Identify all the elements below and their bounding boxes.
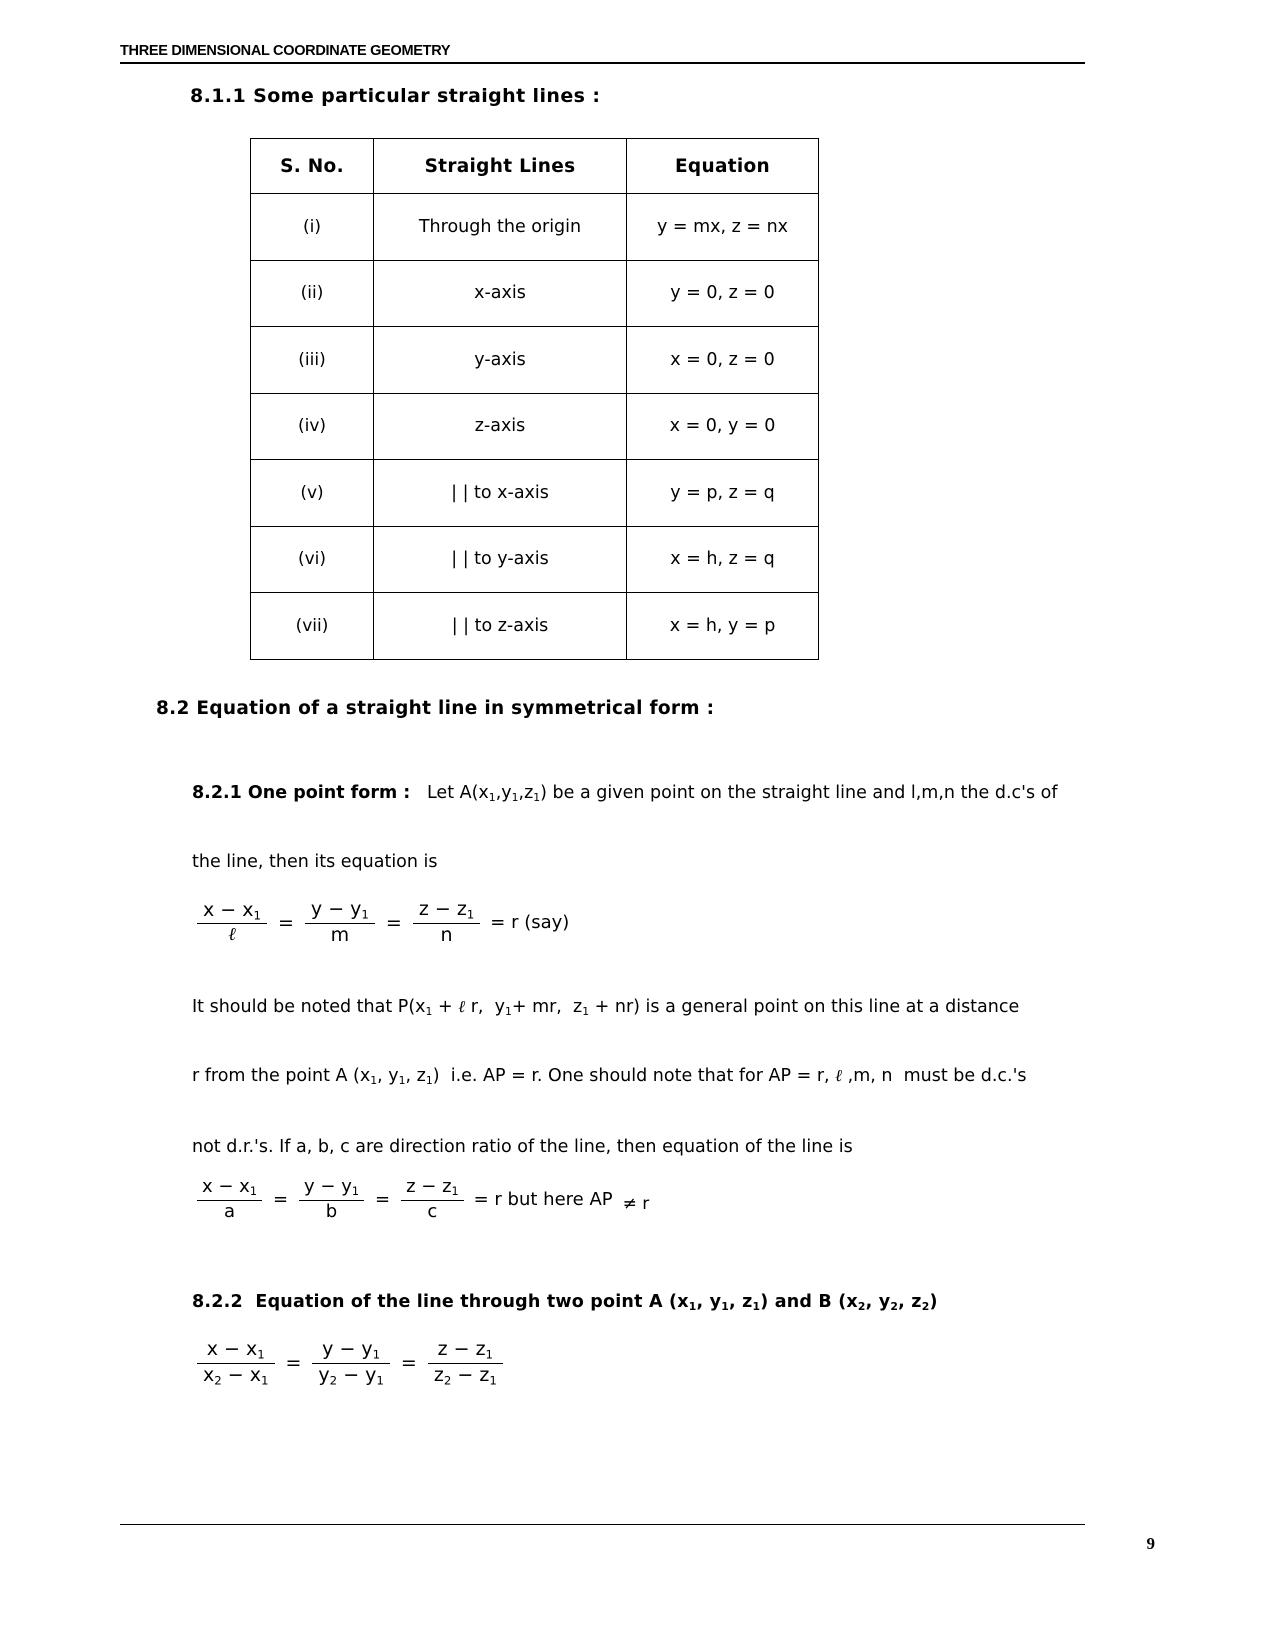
cell-straight-line: Through the origin bbox=[374, 194, 627, 261]
cell-sno: (vii) bbox=[251, 593, 374, 660]
paragraph-distance-condition: r from the point A ($x_1$, $y_1$, $z_1$) i.e. AP = r. One should note that for AP = r, ℓ ,m, n must be d.c.'s bbox=[192, 1066, 1027, 1088]
fraction-numerator: $z - z_1$ bbox=[406, 1176, 459, 1199]
fraction-numerator: $x - x_1$ bbox=[202, 1176, 257, 1199]
table-row bbox=[251, 260, 819, 327]
cell-straight-line: x-axis bbox=[374, 260, 627, 327]
ell-symbol: ℓ bbox=[458, 997, 466, 1016]
fraction-numerator: $y - y_1$ bbox=[304, 1176, 359, 1199]
fraction-numerator: $z - z_1$ bbox=[437, 1338, 494, 1362]
cell-straight-line: | | to z-axis bbox=[374, 593, 627, 660]
fraction-y bbox=[312, 1340, 390, 1386]
equals-sign: = bbox=[385, 911, 402, 934]
cell-straight-line: z-axis bbox=[374, 393, 627, 460]
fraction-numerator: $x - x_1$ bbox=[203, 898, 261, 922]
cell-sno: (v) bbox=[251, 460, 374, 527]
cell-sno: (iii) bbox=[251, 327, 374, 394]
cell-sno: (vi) bbox=[251, 526, 374, 593]
table-row bbox=[251, 327, 819, 394]
table-row bbox=[251, 393, 819, 460]
straight-lines-table bbox=[250, 138, 819, 660]
paragraph-direction-ratio: not d.r.'s. If a, b, c are direction ratio of the line, then equation of the line is bbox=[192, 1137, 853, 1157]
cell-sno: (ii) bbox=[251, 260, 374, 327]
fraction-denominator: $z_2 - z_1$ bbox=[428, 1363, 503, 1387]
section-heading-8-2-2: 8.2.2 Equation of the line through two point A ($x_1$, $y_1$, $z_1$) and B ($x_2$, $y_2$, $z_2$) bbox=[192, 1292, 938, 1314]
cell-straight-line: | | to x-axis bbox=[374, 460, 627, 527]
cell-straight-line: y-axis bbox=[374, 327, 627, 394]
fraction-z bbox=[428, 1340, 503, 1386]
running-header-title: THREE DIMENSIONAL COORDINATE GEOMETRY bbox=[120, 43, 451, 59]
fraction-y bbox=[305, 900, 375, 946]
fraction-denominator: $x_2 - x_1$ bbox=[197, 1363, 275, 1387]
not-equal-expression: ≠ r bbox=[622, 1193, 650, 1214]
cell-equation: x = h, y = p bbox=[627, 593, 819, 660]
fraction-denominator: n bbox=[413, 923, 480, 946]
column-header-sno: S. No. bbox=[251, 139, 374, 194]
fraction-x bbox=[197, 1178, 262, 1222]
cell-equation: x = 0, z = 0 bbox=[627, 327, 819, 394]
fraction-numerator: $y - y_1$ bbox=[310, 898, 369, 922]
running-header bbox=[120, 44, 1085, 64]
cell-equation: x = 0, y = 0 bbox=[627, 393, 819, 460]
equals-sign: = bbox=[272, 1189, 289, 1211]
fraction-denominator: m bbox=[305, 923, 375, 946]
equation-tail: = r but here AP bbox=[473, 1189, 613, 1211]
equals-sign: = bbox=[375, 1189, 391, 1211]
paragraph-8-2-1-text: Let $A(x_1,y_1,z_1)$ be a given point on the straight line and l,m,n the d.c's of bbox=[415, 783, 1058, 805]
equation-tail: = r (say) bbox=[490, 912, 570, 934]
fraction-x bbox=[197, 898, 267, 946]
table-header-row bbox=[251, 139, 819, 194]
section-label-8-2-1: 8.2.1 One point form : bbox=[192, 783, 411, 803]
paragraph-8-2-1-line-1 bbox=[192, 783, 1058, 805]
header-divider bbox=[120, 62, 1085, 64]
paragraph-general-point: It should be noted that $P(x_1$ + ℓ r, $y_1+$ mr, $z_1 + nr$) is a general point on this line at a distance bbox=[192, 997, 1020, 1019]
equation-symmetrical-dc bbox=[193, 900, 569, 946]
cell-sno: (i) bbox=[251, 194, 374, 261]
fraction-numerator: $x - x_1$ bbox=[206, 1338, 265, 1362]
page-number: 9 bbox=[1146, 1534, 1155, 1553]
fraction-z bbox=[413, 900, 480, 946]
section-heading-8-2: 8.2 Equation of a straight line in symmetrical form : bbox=[156, 698, 715, 719]
equals-sign: = bbox=[400, 1352, 417, 1375]
fraction-denominator: $y_2 - y_1$ bbox=[312, 1363, 390, 1387]
equals-sign: = bbox=[278, 911, 294, 934]
table-row bbox=[251, 593, 819, 660]
cell-equation: y = mx, z = nx bbox=[627, 194, 819, 261]
column-header-straight-lines: Straight Lines bbox=[374, 139, 627, 194]
fraction-numerator: $z - z_1$ bbox=[418, 898, 475, 922]
straight-lines-table-wrapper bbox=[250, 138, 818, 660]
fraction-z bbox=[401, 1178, 464, 1222]
footer-divider bbox=[120, 1524, 1085, 1525]
table-row bbox=[251, 194, 819, 261]
column-header-equation: Equation bbox=[627, 139, 819, 194]
fraction-denominator: b bbox=[299, 1200, 364, 1222]
fraction-numerator: $y - y_1$ bbox=[322, 1338, 381, 1362]
equation-two-point-form bbox=[193, 1340, 507, 1386]
cell-sno: (iv) bbox=[251, 393, 374, 460]
fraction-denominator: c bbox=[401, 1200, 464, 1222]
fraction-y bbox=[299, 1178, 364, 1222]
fraction-denominator: a bbox=[197, 1200, 262, 1222]
fraction-denominator: ℓ bbox=[197, 923, 267, 945]
section-heading-8-1-1: 8.1.1 Some particular straight lines : bbox=[190, 85, 601, 107]
cell-equation: y = 0, z = 0 bbox=[627, 260, 819, 327]
table-row bbox=[251, 526, 819, 593]
equals-sign: = bbox=[285, 1352, 302, 1375]
cell-equation: x = h, z = q bbox=[627, 526, 819, 593]
table-row bbox=[251, 460, 819, 527]
fraction-x bbox=[197, 1340, 275, 1386]
paragraph-line-2: the line, then its equation is bbox=[192, 852, 438, 872]
equation-direction-ratio bbox=[193, 1178, 649, 1222]
cell-equation: y = p, z = q bbox=[627, 460, 819, 527]
cell-straight-line: | | to y-axis bbox=[374, 526, 627, 593]
ell-symbol: ℓ bbox=[835, 1066, 843, 1085]
